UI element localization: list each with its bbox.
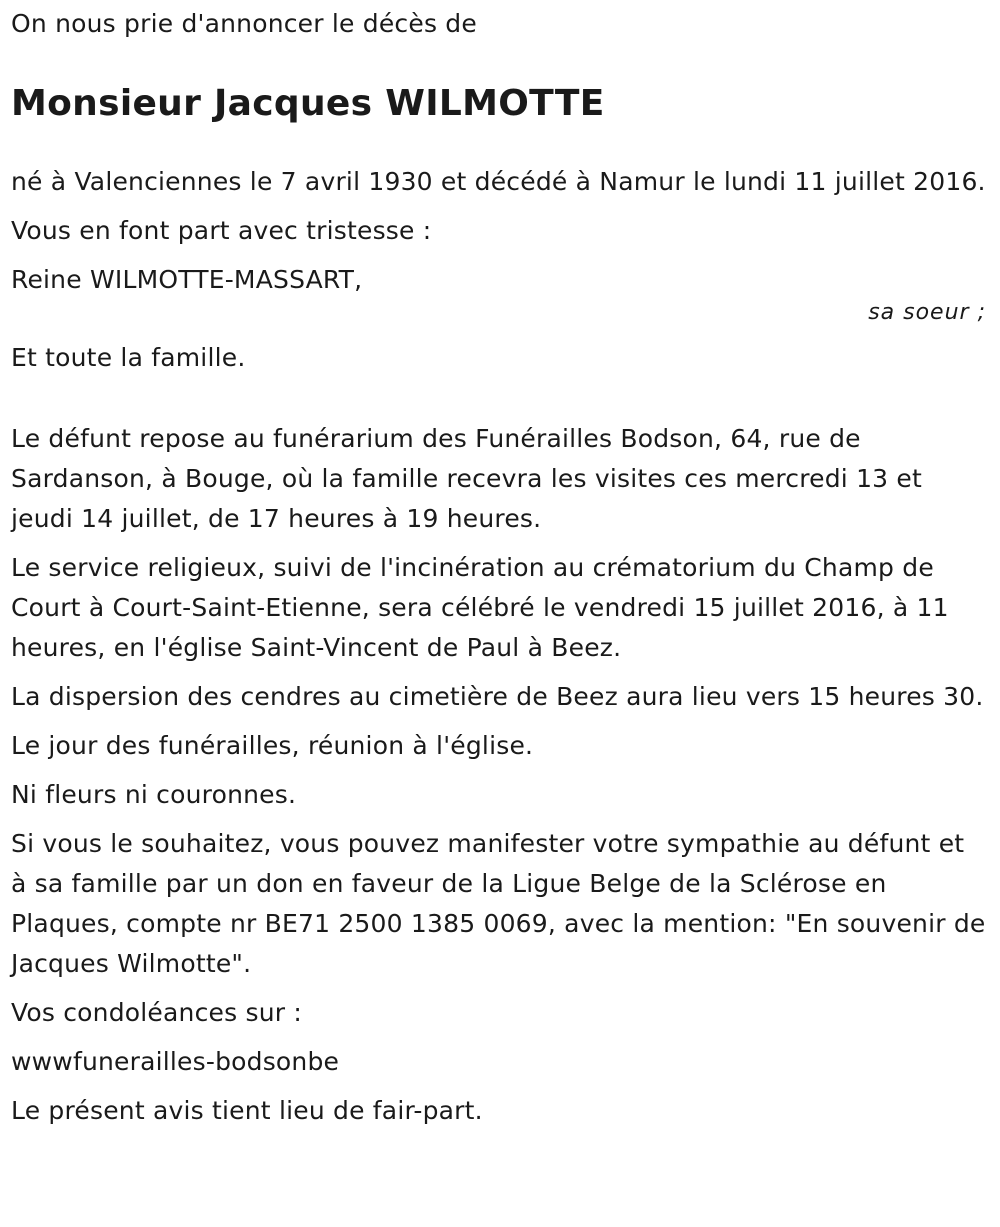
flowers-text: Ni fleurs ni couronnes.	[11, 780, 297, 809]
service-text: Le service religieux, suivi de l'incinération au crématorium du Champ de Court à Court-Saint-Etienne, sera célébré le vendredi 15 juillet 2016, à 11 heures, en l'église Saint-Vincent de Paul à Beez.	[11, 553, 949, 662]
meeting-text: Le jour des funérailles, réunion à l'église.	[11, 731, 534, 760]
relative-name: Reine WILMOTTE-MASSART,	[11, 265, 363, 294]
intro-text: On nous prie d'annoncer le décès de	[11, 9, 477, 38]
relative-relation: sa soeur ;	[868, 300, 986, 325]
funerarium-text: Le défunt repose au funérarium des Funérailles Bodson, 64, rue de Sardanson, à Bouge, où la famille recevra les visites ces mercredi 13 et jeudi 14 juillet, de 17 heures à 19 heures.	[11, 424, 923, 533]
deceased-name: Monsieur Jacques WILMOTTE	[11, 83, 605, 124]
condolences-label: Vos condoléances sur :	[11, 998, 302, 1027]
sadness-line: Vous en font part avec tristesse :	[11, 216, 432, 245]
donation-text: Si vous le souhaitez, vous pouvez manifester votre sympathie au défunt et à sa famille par un don en faveur de la Ligue Belge de la Sclérose en Plaques, compte nr BE71 2500 1385 0069, avec la mention: "En souvenir de Jacques Wilmotte".	[11, 829, 986, 978]
obituary-notice	[11, 0, 986, 1131]
closing-text: Le présent avis tient lieu de fair-part.	[11, 1096, 483, 1125]
condolences-link[interactable]: wwwfunerailles-bodsonbe	[11, 1047, 340, 1076]
family-line: Et toute la famille.	[11, 343, 246, 372]
ashes-text: La dispersion des cendres au cimetière de Beez aura lieu vers 15 heures 30.	[11, 682, 984, 711]
birth-death-text: né à Valenciennes le 7 avril 1930 et décédé à Namur le lundi 11 juillet 2016.	[11, 167, 986, 196]
